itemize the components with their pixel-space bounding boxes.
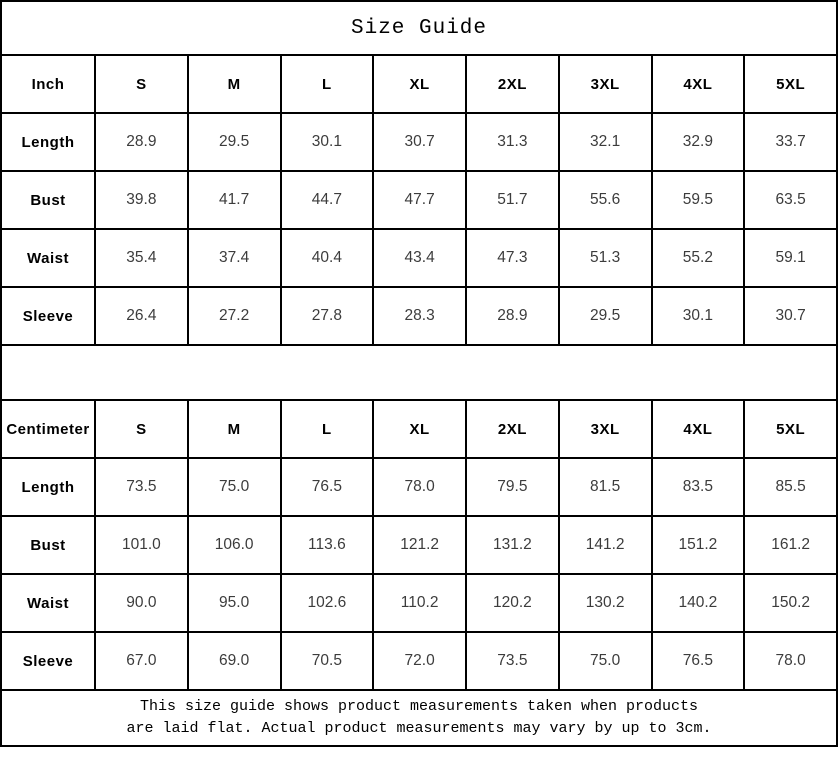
table-row bbox=[1, 574, 837, 632]
table-row bbox=[1, 171, 837, 229]
cell: 39.8 bbox=[95, 171, 188, 229]
cell: 150.2 bbox=[744, 574, 837, 632]
cell: 33.7 bbox=[744, 113, 837, 171]
cell: 161.2 bbox=[744, 516, 837, 574]
cell: 78.0 bbox=[744, 632, 837, 690]
cell: 76.5 bbox=[281, 458, 374, 516]
cell: 69.0 bbox=[188, 632, 281, 690]
cell: 28.9 bbox=[95, 113, 188, 171]
size-column-header: 4XL bbox=[652, 400, 745, 458]
table-row bbox=[1, 632, 837, 690]
unit-label-centimeter: Centimeter bbox=[1, 400, 95, 458]
cell: 73.5 bbox=[95, 458, 188, 516]
cell: 73.5 bbox=[466, 632, 559, 690]
cell: 78.0 bbox=[373, 458, 466, 516]
cell: 130.2 bbox=[559, 574, 652, 632]
cell: 113.6 bbox=[281, 516, 374, 574]
cell: 29.5 bbox=[188, 113, 281, 171]
cell: 28.3 bbox=[373, 287, 466, 345]
cell: 120.2 bbox=[466, 574, 559, 632]
page-title: Size Guide bbox=[1, 1, 837, 55]
spacer-cell bbox=[1, 345, 837, 400]
cell: 31.3 bbox=[466, 113, 559, 171]
cell: 51.3 bbox=[559, 229, 652, 287]
cell: 43.4 bbox=[373, 229, 466, 287]
cell: 51.7 bbox=[466, 171, 559, 229]
cell: 131.2 bbox=[466, 516, 559, 574]
cell: 27.8 bbox=[281, 287, 374, 345]
cell: 121.2 bbox=[373, 516, 466, 574]
size-column-header: M bbox=[188, 55, 281, 113]
cell: 40.4 bbox=[281, 229, 374, 287]
size-column-header: S bbox=[95, 400, 188, 458]
size-column-header: S bbox=[95, 55, 188, 113]
cell: 30.7 bbox=[744, 287, 837, 345]
footer-note-line2: are laid flat. Actual product measurements may vary by up to 3cm. bbox=[126, 720, 712, 737]
row-label-sleeve: Sleeve bbox=[1, 632, 95, 690]
cell: 106.0 bbox=[188, 516, 281, 574]
cell: 102.6 bbox=[281, 574, 374, 632]
unit-label-inch: Inch bbox=[1, 55, 95, 113]
size-column-header: 3XL bbox=[559, 400, 652, 458]
cell: 63.5 bbox=[744, 171, 837, 229]
cell: 70.5 bbox=[281, 632, 374, 690]
cell: 47.3 bbox=[466, 229, 559, 287]
row-label-bust: Bust bbox=[1, 516, 95, 574]
inch-header-row bbox=[1, 55, 837, 113]
cell: 110.2 bbox=[373, 574, 466, 632]
table-row bbox=[1, 458, 837, 516]
cell: 75.0 bbox=[559, 632, 652, 690]
cell: 140.2 bbox=[652, 574, 745, 632]
title-row bbox=[1, 1, 837, 55]
cell: 101.0 bbox=[95, 516, 188, 574]
size-column-header: 3XL bbox=[559, 55, 652, 113]
cell: 85.5 bbox=[744, 458, 837, 516]
cell: 30.1 bbox=[281, 113, 374, 171]
cell: 72.0 bbox=[373, 632, 466, 690]
cell: 83.5 bbox=[652, 458, 745, 516]
table-row bbox=[1, 229, 837, 287]
table-row bbox=[1, 113, 837, 171]
size-column-header: XL bbox=[373, 55, 466, 113]
cell: 32.9 bbox=[652, 113, 745, 171]
cell: 59.5 bbox=[652, 171, 745, 229]
size-column-header: 5XL bbox=[744, 55, 837, 113]
row-label-waist: Waist bbox=[1, 229, 95, 287]
cell: 28.9 bbox=[466, 287, 559, 345]
cell: 26.4 bbox=[95, 287, 188, 345]
cell: 151.2 bbox=[652, 516, 745, 574]
cell: 67.0 bbox=[95, 632, 188, 690]
cell: 79.5 bbox=[466, 458, 559, 516]
footer-row bbox=[1, 690, 837, 746]
size-column-header: M bbox=[188, 400, 281, 458]
size-column-header: L bbox=[281, 400, 374, 458]
cell: 55.2 bbox=[652, 229, 745, 287]
table-row bbox=[1, 287, 837, 345]
cell: 59.1 bbox=[744, 229, 837, 287]
size-column-header: 2XL bbox=[466, 55, 559, 113]
cell: 141.2 bbox=[559, 516, 652, 574]
cell: 27.2 bbox=[188, 287, 281, 345]
row-label-length: Length bbox=[1, 458, 95, 516]
cell: 55.6 bbox=[559, 171, 652, 229]
cell: 75.0 bbox=[188, 458, 281, 516]
footer-note bbox=[1, 690, 837, 746]
row-label-bust: Bust bbox=[1, 171, 95, 229]
size-column-header: 2XL bbox=[466, 400, 559, 458]
size-column-header: 5XL bbox=[744, 400, 837, 458]
centimeter-header-row bbox=[1, 400, 837, 458]
size-column-header: L bbox=[281, 55, 374, 113]
cell: 47.7 bbox=[373, 171, 466, 229]
cell: 32.1 bbox=[559, 113, 652, 171]
cell: 37.4 bbox=[188, 229, 281, 287]
table-row bbox=[1, 516, 837, 574]
footer-note-line1: This size guide shows product measurements taken when products bbox=[139, 697, 699, 715]
cell: 95.0 bbox=[188, 574, 281, 632]
cell: 35.4 bbox=[95, 229, 188, 287]
row-label-sleeve: Sleeve bbox=[1, 287, 95, 345]
cell: 30.1 bbox=[652, 287, 745, 345]
cell: 41.7 bbox=[188, 171, 281, 229]
cell: 30.7 bbox=[373, 113, 466, 171]
cell: 90.0 bbox=[95, 574, 188, 632]
size-column-header: XL bbox=[373, 400, 466, 458]
spacer-row bbox=[1, 345, 837, 400]
cell: 76.5 bbox=[652, 632, 745, 690]
row-label-waist: Waist bbox=[1, 574, 95, 632]
size-column-header: 4XL bbox=[652, 55, 745, 113]
cell: 29.5 bbox=[559, 287, 652, 345]
cell: 81.5 bbox=[559, 458, 652, 516]
row-label-length: Length bbox=[1, 113, 95, 171]
cell: 44.7 bbox=[281, 171, 374, 229]
